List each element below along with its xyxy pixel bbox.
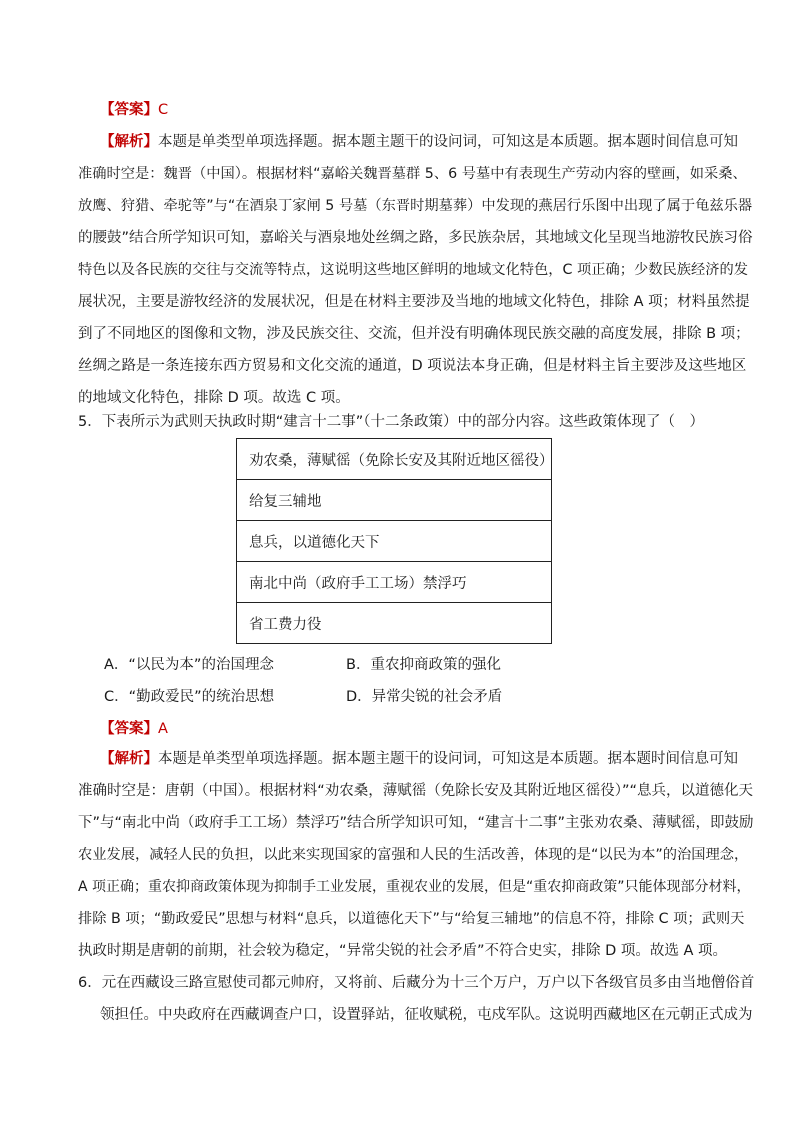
q5-analysis-tag: 【解析】	[100, 751, 158, 767]
q4-analysis-line: 的腰鼓”结合所学知识可知，嘉峪关与酒泉地处丝绸之路，多民族杂居，其地域文化呈现当地游牧民族习俗	[78, 230, 753, 246]
q5-analysis-line: 排除 B 项；“勤政爱民”思想与材料“息兵，以道德化天下”与“给复三辅地”的信息不符，排除 C 项；武则天	[78, 911, 745, 927]
q5-analysis-line: A 项正确；重农抑商政策体现为抑制手工业发展，重视农业的发展，但是“重农抑商政策”只能体现部分材料，	[78, 879, 751, 895]
table-cell: 省工费力役	[237, 603, 552, 644]
q5-stem: 5．下表所示为武则天执政时期“建言十二事”（十二条政策）中的部分内容。这些政策体现了（ ）	[78, 414, 704, 430]
q4-analysis-line: 丝绸之路是一条连接东西方贸易和文化交流的通道，D 项说法本身正确，但是材料主旨主要涉及这些地区	[78, 358, 747, 374]
table-cell: 给复三辅地	[237, 480, 552, 521]
q5-answer-tag: 【答案】	[100, 721, 158, 737]
q4-analysis-line: 的地域文化特色，排除 D 项。故选 C 项。	[78, 390, 350, 406]
q4-answer	[100, 100, 168, 120]
q6-stem-line: 领担任。中央政府在西藏调查户口，设置驿站，征收赋税，屯戍军队。这说明西藏地区在元朝正式成为	[100, 1007, 753, 1023]
q5-answer-value: A	[158, 721, 168, 737]
table-row	[237, 521, 552, 562]
table-cell: 南北中尚（政府手工工场）禁浮巧	[237, 562, 552, 603]
q4-answer-value: C	[158, 102, 169, 118]
q4-analysis-tag: 【解析】	[100, 134, 158, 150]
q5-analysis-line: 下”与“南北中尚（政府手工工场）禁浮巧”结合所学知识可知，“建言十二事”主张劝农桑、薄赋徭，即鼓励	[78, 815, 754, 831]
q4-answer-tag: 【答案】	[100, 102, 158, 118]
q5-analysis-text: 本题是单类型单项选择题。据本题主题干的设问词，可知这是本质题。据本题时间信息可知	[158, 751, 738, 767]
table-row	[237, 480, 552, 521]
q5-policy-table	[236, 438, 552, 644]
q4-analysis-text: 本题是单类型单项选择题。据本题主题干的设问词，可知这是本质题。据本题时间信息可知	[158, 134, 738, 150]
q4-analysis-line: 准确时空是：魏晋（中国）。根据材料“嘉峪关魏晋墓群 5、6 号墓中有表现生产劳动内容的壁画，如采桑、	[78, 166, 747, 182]
q5-option-a: A．“以民为本”的治国理念	[104, 657, 274, 673]
table-cell: 劝农桑，薄赋徭（免除长安及其附近地区徭役）	[237, 439, 552, 480]
q4-analysis-line	[100, 132, 738, 152]
q5-analysis-line: 执政时期是唐朝的前期，社会较为稳定，“异常尖锐的社会矛盾”不符合史实，排除 D 项。故选 A 项。	[78, 943, 728, 959]
q6-stem-line: 6．元在西藏设三路宣慰使司都元帅府，又将前、后藏分为十三个万户，万户以下各级官员多由当地僧俗首	[78, 975, 755, 991]
table-row	[237, 603, 552, 644]
q5-option-b: B．重农抑商政策的强化	[346, 657, 501, 673]
table-cell: 息兵，以道德化天下	[237, 521, 552, 562]
q5-answer	[100, 719, 168, 739]
q5-option-d: D．异常尖锐的社会矛盾	[346, 689, 503, 705]
q5-analysis-line: 准确时空是：唐朝（中国）。根据材料“劝农桑，薄赋徭（免除长安及其附近地区徭役）”“息兵，以道德化天	[78, 783, 754, 799]
q4-analysis-line: 展状况，主要是游牧经济的发展状况，但是在材料主要涉及当地的地域文化特色，排除 A 项；材料虽然提	[78, 294, 750, 310]
q4-analysis-line: 到了不同地区的图像和文物，涉及民族交往、交流，但并没有明确体现民族交融的高度发展，排除 B 项；	[78, 326, 750, 342]
q5-analysis-line: 农业发展，减轻人民的负担，以此来实现国家的富强和人民的生活改善，体现的是“以民为本”的治国理念，	[78, 847, 749, 863]
q5-analysis-line	[100, 749, 738, 769]
q4-analysis-line: 放鹰、狩猎、牵驼等”与“在酒泉丁家闸 5 号墓（东晋时期墓葬）中发现的燕居行乐图中出现了属于龟兹乐器	[78, 198, 753, 214]
table-row	[237, 439, 552, 480]
q5-option-c: C．“勤政爱民”的统治思想	[104, 689, 275, 705]
table-row	[237, 562, 552, 603]
q4-analysis-line: 特色以及各民族的交往与交流等特点，这说明这些地区鲜明的地域文化特色，C 项正确；少数民族经济的发	[78, 262, 748, 278]
